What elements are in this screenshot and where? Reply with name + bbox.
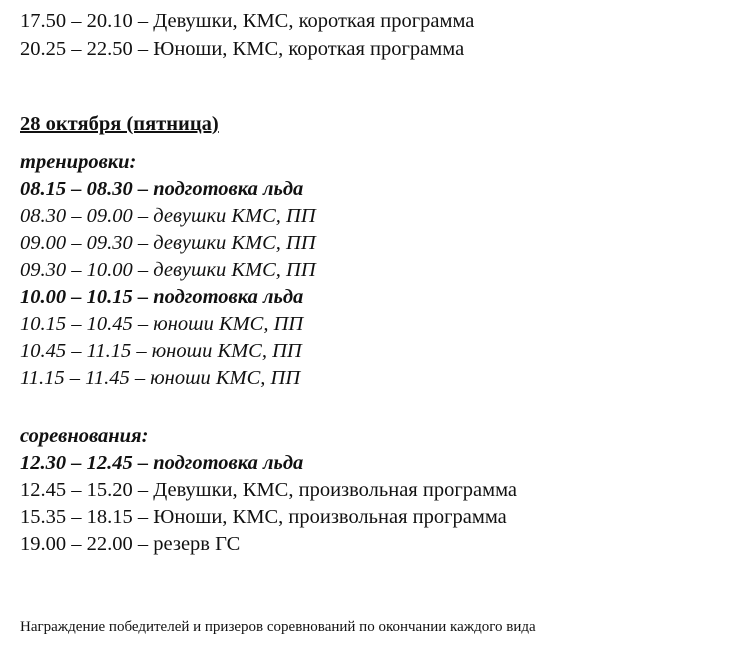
day-heading: 28 октября (пятница) — [20, 113, 219, 135]
training-line: 10.00 – 10.15 – подготовка льда — [20, 286, 304, 308]
footer-note: Награждение победителей и призеров соревнований по окончании каждого вида — [20, 619, 536, 635]
training-label: тренировки: — [20, 151, 137, 173]
competition-line: 12.45 – 15.20 – Девушки, КМС, произвольная программа — [20, 479, 517, 501]
training-line: 10.45 – 11.15 – юноши КМС, ПП — [20, 340, 302, 362]
training-line: 09.00 – 09.30 – девушки КМС, ПП — [20, 232, 316, 254]
competition-line: 19.00 – 22.00 – резерв ГС — [20, 533, 241, 555]
training-line: 10.15 – 10.45 – юноши КМС, ПП — [20, 313, 304, 335]
training-line: 08.15 – 08.30 – подготовка льда — [20, 178, 304, 200]
training-line: 09.30 – 10.00 – девушки КМС, ПП — [20, 259, 316, 281]
competition-label: соревнования: — [20, 425, 149, 447]
training-line: 08.30 – 09.00 – девушки КМС, ПП — [20, 205, 316, 227]
training-line: 11.15 – 11.45 – юноши КМС, ПП — [20, 367, 301, 389]
schedule-line: 20.25 – 22.50 – Юноши, КМС, короткая программа — [20, 38, 465, 60]
schedule-line: 17.50 – 20.10 – Девушки, КМС, короткая программа — [20, 10, 475, 32]
competition-line: 15.35 – 18.15 – Юноши, КМС, произвольная программа — [20, 506, 507, 528]
competition-ice-prep: 12.30 – 12.45 – подготовка льда — [20, 452, 304, 474]
